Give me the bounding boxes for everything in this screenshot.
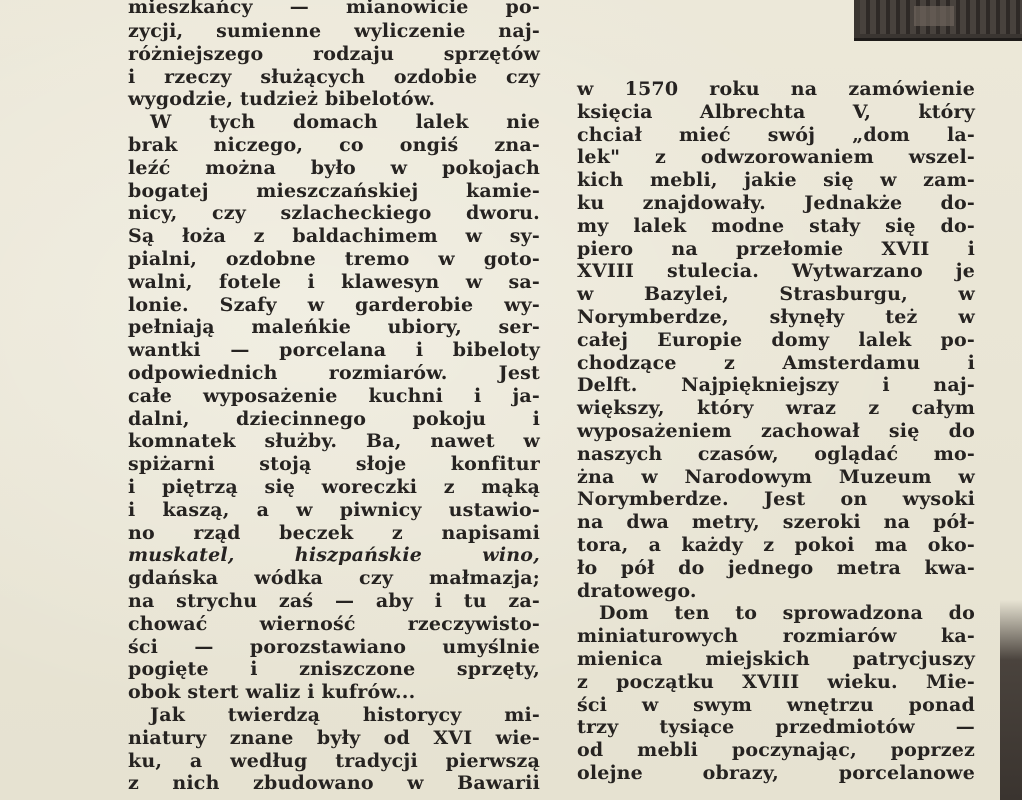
text-line: nicy, czy szlacheckiego dworu. [128, 202, 540, 225]
text-line: tora, a każdy z pokoi ma oko- [577, 533, 975, 556]
text-line: lek" z odwzorowaniem wszel- [577, 146, 975, 169]
text-line: kich mebli, jakie się w zam- [577, 169, 975, 192]
text-line: piero na przełomie XVII i [577, 237, 975, 260]
text-line: spiżarni stoją słoje konfitur [128, 453, 540, 476]
text-line: trzy tysiące przedmiotów — [577, 716, 975, 739]
text-line: chować wierność rzeczywisto- [128, 612, 540, 635]
text-line: niatury znane były od XVI wie- [128, 726, 540, 749]
text-line: w 1570 roku na zamówienie [577, 78, 975, 100]
text-line: odpowiednich rozmiarów. Jest [128, 361, 540, 384]
text-line: dalni, dziecinnego pokoju i [128, 407, 540, 430]
text-line: na dwa metry, szeroki na pół- [577, 511, 975, 534]
text-line: leźć można było w pokojach [128, 156, 540, 179]
text-line: mienica miejskich patrycjuszy [577, 647, 975, 670]
photo-edge-fragment [1000, 600, 1022, 800]
text-line: Norymberdze, słynęły też w [577, 305, 975, 328]
text-line: pełniają maleńkie ubiory, ser- [128, 316, 540, 339]
text-line: i piętrzą się woreczki z mąką [128, 475, 540, 498]
text-line: na strychu zaś — aby i tu za- [128, 589, 540, 612]
text-line: Są łoża z baldachimem w sy- [128, 225, 540, 248]
text-line: żna w Narodowym Muzeum w [577, 465, 975, 488]
text-line: wyposażeniem zachował się do [577, 419, 975, 442]
text-line: ło pół do jednego metra kwa- [577, 556, 975, 579]
text-line: Delft. Najpiękniejszy i naj- [577, 374, 975, 397]
text-line: Jak twierdzą historycy mi- [150, 703, 540, 726]
text-line: w Bazylei, Strasburgu, w [577, 283, 975, 306]
text-line: z nich zbudowano w Bawarii [128, 772, 540, 795]
text-line: lonie. Szafy w garderobie wy- [128, 293, 540, 316]
text-line: z początku XVIII wieku. Mie- [577, 670, 975, 693]
text-line: naszych czasów, oglądać mo- [577, 442, 975, 465]
text-line: bogatej mieszczańskiej kamie- [128, 179, 540, 202]
text-line: olejne obrazy, porcelanowe [577, 761, 975, 784]
text-line: Norymberdze. Jest on wysoki [577, 488, 975, 511]
photo-fragment [854, 0, 1022, 41]
text-line: wantki — porcelana i bibeloty [128, 339, 540, 362]
text-line: muskatel, hiszpańskie wino, [128, 544, 540, 567]
text-line: pialni, ozdobne tremo w goto- [128, 247, 540, 270]
text-line: dratowego. [577, 579, 697, 602]
text-line: ści w swym wnętrzu ponad [577, 693, 975, 716]
text-line: ku, a według tradycji pierwszą [128, 749, 540, 772]
text-line: całe wyposażenie kuchni i ja- [128, 384, 540, 407]
text-line: ku znajdowały. Jednakże do- [577, 191, 975, 214]
text-line: większy, który wraz z całym [577, 397, 975, 420]
text-line: chodzące z Amsterdamu i [577, 351, 975, 374]
text-line: walni, fotele i klawesyn w sa- [128, 270, 540, 293]
text-line: całej Europie domy lalek po- [577, 328, 975, 351]
text-line: i kaszą, a w piwnicy ustawio- [128, 498, 540, 521]
text-line: od mebli poczynając, poprzez [577, 739, 975, 762]
text-line: ści — porozstawiano umyślnie [128, 635, 540, 658]
text-line: brak niczego, co ongiś zna- [128, 133, 540, 156]
text-line: chciał mieć swój „dom la- [577, 123, 975, 146]
text-line: i rzeczy służących ozdobie czy [128, 65, 540, 88]
text-line: obok stert waliz i kufrów... [128, 681, 416, 704]
left-column [128, 0, 540, 795]
text-line: my lalek modne stały się do- [577, 214, 975, 237]
right-column [577, 78, 975, 785]
text-line: różniejszego rodzaju sprzętów [128, 42, 540, 65]
text-line: Dom ten to sprowadzona do [599, 602, 975, 625]
text-line: no rząd beczek z napisami [128, 521, 540, 544]
text-line: zycji, sumienne wyliczenie naj- [128, 20, 540, 42]
text-line: mieszkańcy — mianowicie po- [128, 0, 540, 18]
text-line: W tych domach lalek nie [150, 111, 540, 134]
text-line: księcia Albrechta V, który [577, 100, 975, 123]
text-line: pogięte i zniszczone sprzęty, [128, 658, 540, 681]
text-line: wygodzie, tudzież bibelotów. [128, 88, 436, 111]
text-line: gdańska wódka czy małmazja; [128, 567, 540, 590]
text-line: miniaturowych rozmiarów ka- [577, 625, 975, 648]
text-line: komnatek służby. Ba, nawet w [128, 430, 540, 453]
text-line: XVIII stulecia. Wytwarzano je [577, 260, 975, 283]
